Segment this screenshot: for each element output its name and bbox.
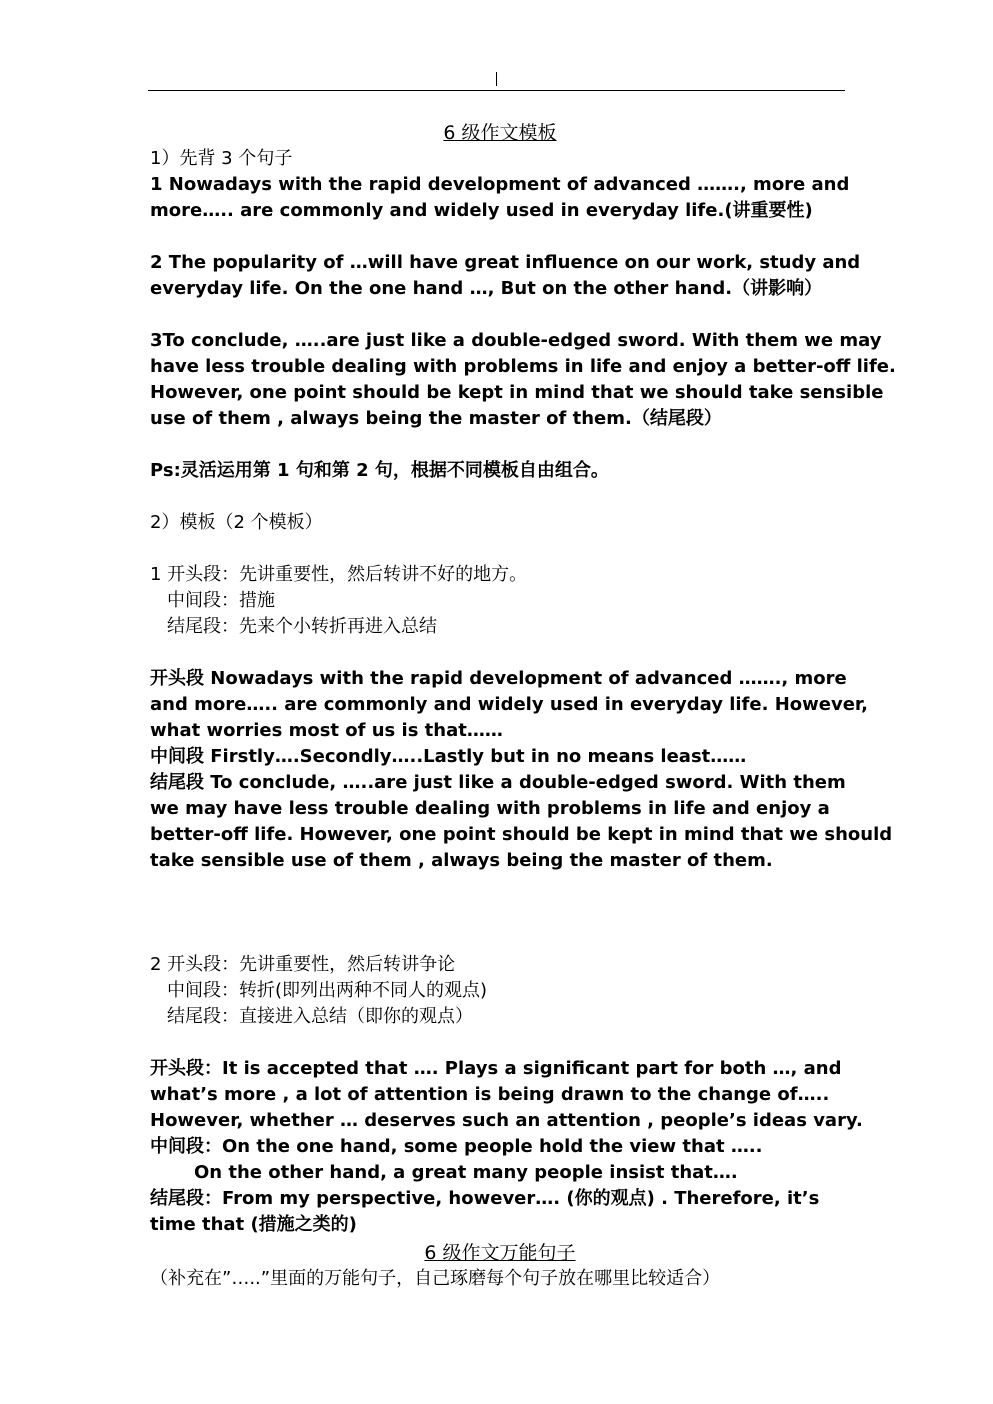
template-2-ending: 结尾段：直接进入总结（即你的观点） [167,1006,473,1027]
sentence-3-line-1: 3To conclude, …..are just like a double-edged sword. With them we may [150,330,882,351]
template-2-para-2-line-2: On the other hand, a great many people insist that…. [194,1162,738,1183]
template-1-para-2: 中间段 Firstly….Secondly…..Lastly but in no means least…… [150,746,747,767]
template-1-para-1-line-1: 开头段 Nowadays with the rapid development of advanced ……., more [150,668,847,689]
document-title: 6 级作文模板 [443,122,557,144]
sentence-3-line-2: have less trouble dealing with problems in life and enjoy a better-off life. [150,356,896,377]
template-2-para-1-line-3: However, whether … deserves such an attention , people’s ideas vary. [150,1110,863,1131]
section-2-heading: 2）模板（2 个模板） [150,512,323,533]
document-body [150,120,896,1292]
sentence-1-line-1: 1 Nowadays with the rapid development of advanced ……., more and [150,174,850,195]
template-1-para-3-line-3: better-off life. However, one point should be kept in mind that we should [150,824,893,845]
template-2-para-1-line-2: what’s more , a lot of attention is being drawn to the change of….. [150,1084,830,1105]
sentence-3-line-3: However, one point should be kept in mind that we should take sensible [150,382,884,403]
template-1-para-3-line-4: take sensible use of them , always being the master of them. [150,850,773,871]
sentence-2-line-2: everyday life. On the one hand …, But on the other hand.（讲影响） [150,278,823,299]
template-1-middle: 中间段：措施 [167,590,275,611]
template-2-para-3-line-1: 结尾段：From my perspective, however…. (你的观点) . Therefore, it’s [150,1188,820,1209]
template-2-para-3-line-2: time that (措施之类的) [150,1214,357,1235]
template-2-opening: 2 开头段：先讲重要性，然后转讲争论 [150,954,456,975]
section-1-heading: 1）先背 3 个句子 [150,148,293,169]
template-1-opening: 1 开头段：先讲重要性，然后转讲不好的地方。 [150,564,528,585]
section-3-title: 6 级作文万能句子 [424,1242,576,1264]
sentence-2-line-1: 2 The popularity of …will have great influence on our work, study and [150,252,861,273]
ps-note: Ps:灵活运用第 1 句和第 2 句，根据不同模板自由组合。 [150,460,609,481]
template-1-para-1-line-3: what worries most of us is that…… [150,720,503,741]
template-2-para-1-line-1: 开头段：It is accepted that …. Plays a significant part for both …, and [150,1058,842,1079]
template-2-para-2-line-1: 中间段：On the one hand, some people hold the view that ….. [150,1136,763,1157]
sentence-3-line-4: use of them , always being the master of them.（结尾段） [150,408,722,429]
header-rule [148,90,845,91]
template-2-middle: 中间段：转折(即列出两种不同人的观点) [167,980,488,1001]
template-1-para-3-line-2: we may have less trouble dealing with problems in life and enjoy a [150,798,830,819]
header-mark [496,72,497,86]
sentence-1-line-2: more….. are commonly and widely used in everyday life.(讲重要性) [150,200,813,221]
section-3-note: （补充在”…..”里面的万能句子，自己琢磨每个句子放在哪里比较适合） [150,1268,721,1289]
template-1-ending: 结尾段：先来个小转折再进入总结 [167,616,437,637]
template-1-para-1-line-2: and more….. are commonly and widely used in everyday life. However, [150,694,868,715]
template-1-para-3-line-1: 结尾段 To conclude, …..are just like a double-edged sword. With them [150,772,846,793]
